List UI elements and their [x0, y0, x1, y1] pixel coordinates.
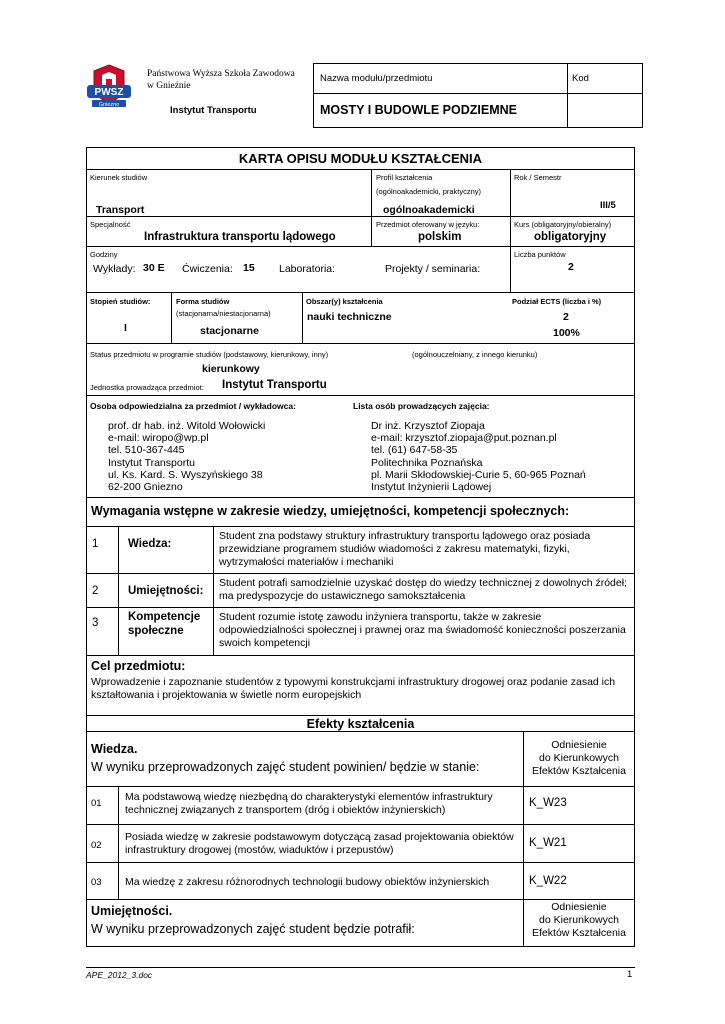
effects-title: Efekty kształcenia — [306, 717, 415, 731]
responsible-line: tel. 510-367-445 — [108, 444, 185, 457]
knowledge-title: Wiedza. — [91, 742, 138, 756]
area-value: nauki techniczne — [307, 311, 392, 323]
reference-header-line: do Kierunkowych — [539, 914, 619, 926]
effect-text: Posiada wiedzę w zakresie podstawowym dotyczącą zasad projektowania obiektów infrastruktury drogowej (mostów, wiaduktów i przepustów) — [125, 831, 514, 857]
reference-header-line: do Kierunkowych — [539, 752, 619, 764]
exercises-label: Ćwiczenia: — [182, 263, 233, 275]
school-name — [147, 68, 295, 92]
reference-header-line: Efektów Kształcenia — [532, 927, 626, 939]
responsible-line: 62-200 Gniezno — [108, 481, 183, 494]
spec-value: Infrastruktura transportu lądowego — [144, 231, 336, 243]
effect-number: 02 — [91, 840, 102, 851]
course-label: Kurs (obligatoryjny/obieralny) — [514, 220, 612, 229]
module-name: MOSTY I BUDOWLE PODZIEMNE — [320, 103, 517, 117]
degree-value: I — [124, 322, 127, 334]
form-label: Forma studiów — [176, 297, 230, 306]
lectures-value: 30 E — [143, 262, 165, 274]
requirement-name: Wiedza: — [128, 538, 172, 550]
spec-label: Specjalność — [90, 220, 131, 229]
responsible-line: Instytut Transportu — [108, 456, 195, 469]
requirement-name: Umiejętności: — [128, 585, 204, 597]
teacher-line: Dr inż. Krzysztof Ziopaja — [371, 420, 485, 432]
effect-reference: K_W21 — [529, 837, 567, 849]
area-label: Obszar(y) kształcenia — [306, 297, 383, 306]
requirement-text: Student potrafi samodzielnie uzyskać dostęp do wiedzy technicznej z dowolnych źródeł; ma predyspozycje do ustawicznego samokształcenia — [219, 577, 627, 603]
field-value: Transport — [96, 204, 145, 216]
projects-label: Projekty / seminaria: — [385, 263, 481, 275]
degree-label: Stopień studiów: — [90, 297, 151, 306]
school-city-line: w Gnieźnie — [147, 81, 191, 91]
effect-reference: K_W22 — [529, 875, 567, 887]
teacher-line: pl. Marii Skłodowskiej-Curie 5, 60-965 Poznań — [371, 468, 586, 481]
reference-header — [524, 739, 634, 778]
footer-filename: APE_2012_3.doc — [86, 970, 153, 980]
lectures-label: Wykłady: — [93, 263, 136, 275]
code-label: Kod — [572, 73, 589, 84]
effect-number: 03 — [91, 877, 102, 888]
status-value: kierunkowy — [202, 363, 260, 375]
status-label: Status przedmiotu w programie studiów (podstawowy, kierunkowy, inny) — [90, 350, 329, 359]
requirement-name: Kompetencje społeczne — [128, 611, 201, 637]
ects-label: Podział ECTS (liczba i %) — [512, 297, 602, 306]
responsible-line: e-mail: wiropo@wp.pl — [108, 432, 209, 445]
responsible-label: Osoba odpowiedzialna za przedmiot / wykładowca: — [90, 401, 296, 411]
points-label: Liczba punktów — [514, 250, 566, 259]
field-label: Kierunek studiów — [90, 173, 148, 182]
institute-label: Instytut Transportu — [170, 105, 257, 116]
requirement-number: 3 — [92, 617, 99, 629]
language-label: Przedmiot oferowany w języku: — [376, 220, 480, 229]
labs-label: Laboratoria: — [279, 263, 336, 275]
requirement-number: 1 — [92, 538, 99, 550]
teacher-line: tel. (61) 647-58-35 — [371, 444, 458, 457]
teachers-contact — [371, 420, 586, 493]
requirement-text: Student rozumie istotę zawodu inżyniera transportu, także w zakresie odpowiedzialności społecznej i prawnej oraz ma świadomość konieczności poszerzania swoich kompetencji — [219, 611, 626, 650]
profile-sublabel: (ogólnoakademicki, praktyczny) — [376, 187, 482, 196]
skills-subtitle: W wyniku przeprowadzonych zajęć student będzie potrafił: — [91, 922, 415, 936]
reference-header-line: Odniesienie — [551, 901, 607, 913]
points-value: 2 — [568, 261, 574, 273]
exercises-value: 15 — [243, 262, 255, 274]
teacher-line: e-mail: krzysztof.ziopaja@put.poznan.pl — [371, 432, 557, 445]
teachers-label: Lista osób prowadzących zajęcia: — [353, 401, 490, 411]
unit-label: Jednostka prowadząca przedmiot: — [90, 383, 204, 392]
card-title: KARTA OPISU MODUŁU KSZTAŁCENIA — [238, 151, 483, 166]
reference-header-line: Efektów Kształcenia — [532, 765, 626, 777]
language-value: polskim — [418, 231, 462, 243]
form-value: stacjonarne — [200, 325, 259, 337]
form-sublabel: (stacjonarna/niestacjonarna) — [176, 309, 271, 318]
effect-number: 01 — [91, 798, 102, 809]
goal-text: Wprowadzenie i zapoznanie studentów z typowymi konstrukcjami infrastruktury drogowej oraz podanie zasad ich kształtowania i projektowania w świetle norm europejskich — [91, 676, 616, 702]
teacher-line: Instytut Inżynierii Lądowej — [371, 481, 492, 494]
unit-value: Instytut Transportu — [222, 379, 327, 391]
module-name-label: Nazwa modułu/przedmiotu — [320, 73, 433, 84]
year-value: III/5 — [600, 200, 616, 211]
knowledge-subtitle: W wyniku przeprowadzonych zajęć student powinien/ będzie w stanie: — [91, 760, 480, 774]
responsible-line: ul. Ks. Kard. S. Wyszyńskiego 38 — [108, 468, 263, 481]
school-logo — [84, 63, 134, 109]
status-label-2: (ogólnouczelniany, z innego kierunku) — [412, 350, 538, 359]
page-number: 1 — [627, 969, 633, 980]
course-value: obligatoryjny — [534, 231, 607, 243]
teacher-line: Politechnika Poznańska — [371, 456, 483, 469]
ects-value: 2 — [563, 311, 569, 323]
goal-title: Cel przedmiotu: — [91, 659, 186, 673]
reference-header-line: Odniesienie — [551, 739, 607, 751]
requirement-text: Student zna podstawy struktury infrastruktury transportu lądowego oraz posiada przewidziane programem studiów wiadomości z zakresu matematyki, fizyki, wytrzymałości materiałów i mechaniki — [219, 530, 591, 569]
responsible-line: prof. dr hab. inż. Witold Wołowicki — [108, 420, 266, 432]
responsible-contact — [108, 420, 265, 493]
logo-text: PWSZ — [94, 87, 124, 98]
effect-text: Ma podstawową wiedzę niezbędną do charakterystyki elementów infrastruktury technicznej związanych z transportem (dróg i obiektów inżynierskich) — [125, 791, 493, 817]
effect-text: Ma wiedzę z zakresu różnorodnych technologii budowy obiektów inżynierskich — [125, 876, 490, 888]
effect-reference: K_W23 — [529, 797, 567, 809]
year-label: Rok / Semestr — [514, 173, 562, 182]
hours-label: Godziny — [90, 250, 118, 259]
school-name-line: Państwowa Wyższa Szkoła Zawodowa — [147, 69, 295, 79]
logo-subtext: Gniezno — [98, 102, 120, 108]
skills-title: Umiejętności. — [91, 904, 173, 918]
profile-label: Profil kształcenia — [376, 173, 433, 182]
ects-percent: 100% — [553, 327, 580, 339]
requirements-title: Wymagania wstępne w zakresie wiedzy, umiejętności, kompetencji społecznych: — [91, 504, 570, 518]
requirement-number: 2 — [92, 585, 99, 597]
profile-value: ogólnoakademicki — [383, 204, 475, 216]
skills-reference-header — [524, 901, 634, 940]
